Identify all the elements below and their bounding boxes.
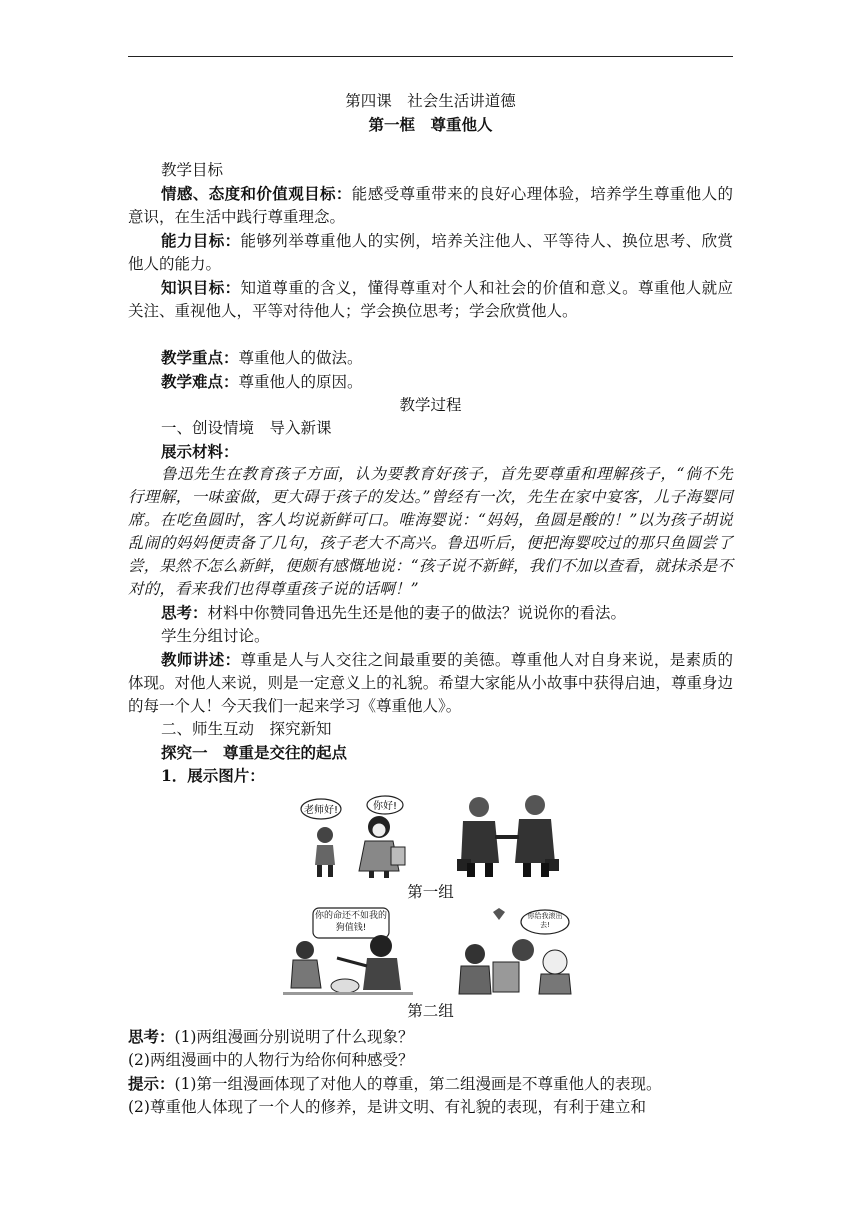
lesson-title: 第四课 社会生活讲道德: [345, 92, 516, 110]
teacher-label: 教师讲述：: [161, 650, 241, 669]
part2-heading: 二、师生互动 探究新知: [161, 720, 332, 738]
process-heading: 教学过程: [399, 396, 462, 414]
teacher-narration: [128, 648, 733, 718]
cartoon-group-2: [128, 906, 733, 998]
difficulty-text: 尊重他人的原因。: [238, 373, 363, 391]
cartoon-group-1: [128, 791, 733, 879]
bubble-family: 你给我滚出去!: [527, 912, 562, 929]
disrespect-dog-illustration: [283, 906, 413, 998]
think-text: 材料中你赞同鲁迅先生还是他的妻子的做法？说说你的看法。: [207, 604, 627, 622]
think2-q1: (1)两组漫画分别说明了什么现象？: [174, 1028, 414, 1046]
show-pictures: 1．展示图片：: [161, 766, 265, 785]
focus-text: 尊重他人的做法。: [238, 349, 363, 367]
greeting-teacher-illustration: [299, 795, 417, 879]
emotion-goal-text: 能感受尊重带来的良好心理体验，培养学生尊重他人的意识，在生活中践行尊重理念。: [128, 185, 733, 226]
lu-xun-story: 鲁迅先生在教育孩子方面，认为要教育好孩子，首先要尊重和理解孩子，“倘不先行理解，一味蛮做，更大碍于孩子的发达。”曾经有一次，先生在家中宴客，儿子海婴同席。在吃鱼圆时，客人均说新鲜可口。唯海婴说：“妈妈，鱼圆是酸的！”以为孩子胡说乱闹的妈妈便责备了几句，孩子老大不高兴。鲁迅听后，便把海婴咬过的那只鱼圆尝了尝，果然不怎么新鲜，便颇有感慨地说：“孩子说不新鲜，我们不加以查看，就抹杀是不对的，看来我们也得尊重孩子说的话啊！”: [128, 465, 733, 598]
ability-goal-text: 能够列举尊重他人的实例，培养关注他人、平等待人、换位思考、欣赏他人的能力。: [128, 232, 733, 273]
knowledge-goal-text: 知道尊重的含义，懂得尊重对个人和社会的价值和意义。尊重他人就应关注、重视他人，平等对待他人；学会换位思考；学会欣赏他人。: [128, 279, 733, 320]
ability-goal-label: 能力目标：: [161, 231, 241, 250]
material-label: 展示材料：: [161, 442, 239, 461]
hint-label: 提示：: [128, 1074, 175, 1093]
focus-label: 教学重点：: [161, 348, 239, 367]
emotion-goal: [128, 182, 733, 229]
ability-goal: [128, 229, 733, 276]
bubble-dog: 你的命还不如我的狗值钱!: [314, 911, 387, 933]
emotion-goal-label: 情感、态度和价值观目标：: [161, 184, 352, 203]
header-rule: [128, 56, 733, 57]
goals-heading: 教学目标: [161, 161, 224, 179]
caption-group-2: 第二组: [407, 1002, 454, 1020]
hint-1-text: (1)第一组漫画体现了对他人的尊重，第二组漫画是不尊重他人的表现。: [174, 1075, 662, 1093]
part1-heading: 一、创设情境 导入新课: [161, 419, 332, 437]
think2-q2: (2)两组漫画中的人物行为给你何种感受？: [128, 1051, 414, 1069]
think-label: 思考：: [161, 603, 208, 622]
teaching-difficulty: [128, 370, 733, 394]
group-discussion: 学生分组讨论。: [161, 627, 270, 645]
hint-1: [128, 1072, 733, 1096]
knowledge-goal-label: 知识目标：: [161, 278, 241, 297]
think-question: [128, 601, 733, 625]
section-title: 第一框 尊重他人: [368, 115, 493, 134]
think2-label: 思考：: [128, 1027, 175, 1046]
teaching-focus: [128, 346, 733, 370]
document-page: [128, 84, 733, 1119]
handshake-illustration: [453, 793, 563, 879]
think2-intro: [128, 1025, 733, 1049]
caption-group-1: 第一组: [407, 883, 454, 901]
knowledge-goal: [128, 276, 733, 323]
explore1-heading: 探究一 尊重是交往的起点: [161, 743, 348, 762]
disrespect-family-illustration: [453, 906, 579, 998]
bubble-a: 老师好!: [303, 805, 338, 816]
bubble-b: 你好!: [372, 801, 397, 812]
hint-2: (2)尊重他人体现了一个人的修养，是讲文明、有礼貌的表现，有利于建立和: [128, 1098, 646, 1116]
difficulty-label: 教学难点：: [161, 372, 239, 391]
teacher-text: 尊重是人与人交往之间最重要的美德。尊重他人对自身来说，是素质的体现。对他人来说，则是一定意义上的礼貌。希望大家能从小故事中获得启迪，尊重身边的每一个人！今天我们一起来学习《尊重他人》。: [128, 651, 733, 715]
